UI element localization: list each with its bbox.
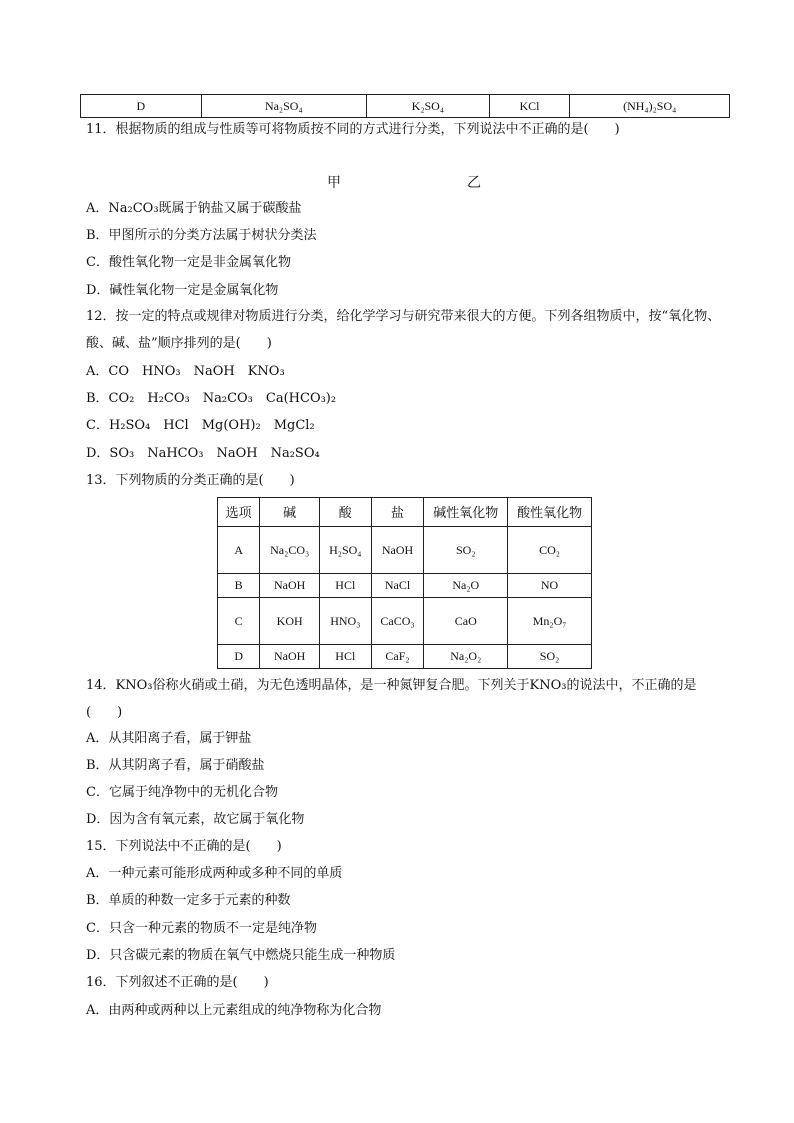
table-cell <box>260 527 320 574</box>
q16-option-a: A．由两种或两种以上元素组成的纯净物称为化合物 <box>86 1003 382 1018</box>
q11-option-a: A．Na₂CO₃既属于钠盐又属于碳酸盐 <box>86 201 302 216</box>
q11-diagram-labels <box>0 172 794 192</box>
q11-option-c: C．酸性氧化物一定是非金属氧化物 <box>86 255 291 270</box>
q15-option-a: A．一种元素可能形成两种或多种不同的单质 <box>86 866 343 881</box>
cell-text: CaCO₃ <box>380 613 415 628</box>
q12-option-c: C．H₂SO₄ HCl Mg(OH)₂ MgCl₂ <box>86 418 315 433</box>
table-cell: NaOH <box>260 574 320 598</box>
q11-option-d: D．碱性氧化物一定是金属氧化物 <box>86 283 279 298</box>
header-cell: 酸 <box>319 498 371 527</box>
table-cell: SO₂ <box>508 645 592 669</box>
table-row <box>218 527 592 574</box>
table-cell: (NH₄)₂SO₄ <box>570 95 730 118</box>
q14-option-b: B．从其阴离子看，属于硝酸盐 <box>86 758 265 773</box>
q12-option-b: B．CO₂ H₂CO₃ Na₂CO₃ Ca(HCO₃)₂ <box>86 391 337 406</box>
q15-option-b: B．单质的种数一定多于元素的种数 <box>86 893 291 908</box>
table-cell: NO <box>508 574 592 598</box>
q13-classification-table <box>217 497 592 669</box>
q15-option-c: C．只含一种元素的物质不一定是纯净物 <box>86 921 317 936</box>
q12-option-a: A．CO HNO₃ NaOH KNO₃ <box>86 364 285 379</box>
q15-option-d: D．只含碳元素的物质在氧气中燃烧只能生成一种物质 <box>86 948 396 963</box>
table-cell: CaO <box>424 598 508 645</box>
table-cell: SO₂ <box>424 527 508 574</box>
table-cell: A <box>218 527 260 574</box>
q13-stem: 13．下列物质的分类正确的是( ) <box>86 473 295 488</box>
table-cell: K₂SO₄ <box>367 95 490 118</box>
table-row <box>218 598 592 645</box>
table-cell: D <box>218 645 260 669</box>
header-cell: 选项 <box>218 498 260 527</box>
table-cell: CaF₂ <box>371 645 424 669</box>
table-row <box>218 645 592 669</box>
table-cell: Na₂SO₄ <box>201 95 366 118</box>
q14-stem: 14．KNO₃俗称火硝或土硝，为无色透明晶体，是一种氮钾复合肥。下列关于KNO₃的说法中，不正确的是( ) <box>86 678 697 720</box>
q14-option-d: D．因为含有氧元素，故它属于氧化物 <box>86 812 305 827</box>
q14-option-a: A．从其阳离子看，属于钾盐 <box>86 731 252 746</box>
q14-option-c: C．它属于纯净物中的无机化合物 <box>86 785 278 800</box>
diagram-label-yi: 乙 <box>467 175 481 191</box>
table-cell: CO₂ <box>508 527 592 574</box>
q15-stem: 15．下列说法中不正确的是( ) <box>86 839 282 854</box>
table-row <box>81 95 730 118</box>
previous-question-table <box>80 94 730 118</box>
table-cell: KOH <box>260 598 320 645</box>
diagram-label-jia: 甲 <box>327 175 341 191</box>
q12-option-d: D．SO₃ NaHCO₃ NaOH Na₂SO₄ <box>86 446 320 461</box>
cell-text: Na₂CO₃ <box>270 542 310 557</box>
q16-stem: 16．下列叙述不正确的是( ) <box>86 975 269 990</box>
table-cell <box>319 527 371 574</box>
cell-text: H₂SO₄ <box>329 542 362 557</box>
table-cell: HCl <box>319 645 371 669</box>
header-cell: 碱性氧化物 <box>424 498 508 527</box>
table-header-row <box>218 498 592 527</box>
table-cell: Mn₂O₇ <box>508 598 592 645</box>
table-cell: HCl <box>319 574 371 598</box>
table-cell: Na₂O₂ <box>424 645 508 669</box>
table-cell: NaCl <box>371 574 424 598</box>
header-cell: 碱 <box>260 498 320 527</box>
q12-stem: 12．按一定的特点或规律对物质进行分类，给化学学习与研究带来很大的方便。下列各组物质中，按“氧化物、酸、碱、盐”顺序排列的是( ) <box>86 309 721 351</box>
q11-stem: 11．根据物质的组成与性质等可将物质按不同的方式进行分类，下列说法中不正确的是( ) <box>86 122 620 137</box>
header-cell: 盐 <box>371 498 424 527</box>
table-cell: NaOH <box>260 645 320 669</box>
header-cell: 酸性氧化物 <box>508 498 592 527</box>
table-cell: NaOH <box>371 527 424 574</box>
table-cell: Na₂O <box>424 574 508 598</box>
table-cell: D <box>81 95 202 118</box>
table-cell <box>371 598 424 645</box>
table-cell: KCl <box>489 95 570 118</box>
table-row <box>218 574 592 598</box>
table-cell: B <box>218 574 260 598</box>
q11-option-b: B．甲图所示的分类方法属于树状分类法 <box>86 228 317 243</box>
table-cell: HNO₃ <box>319 598 371 645</box>
table-cell: C <box>218 598 260 645</box>
